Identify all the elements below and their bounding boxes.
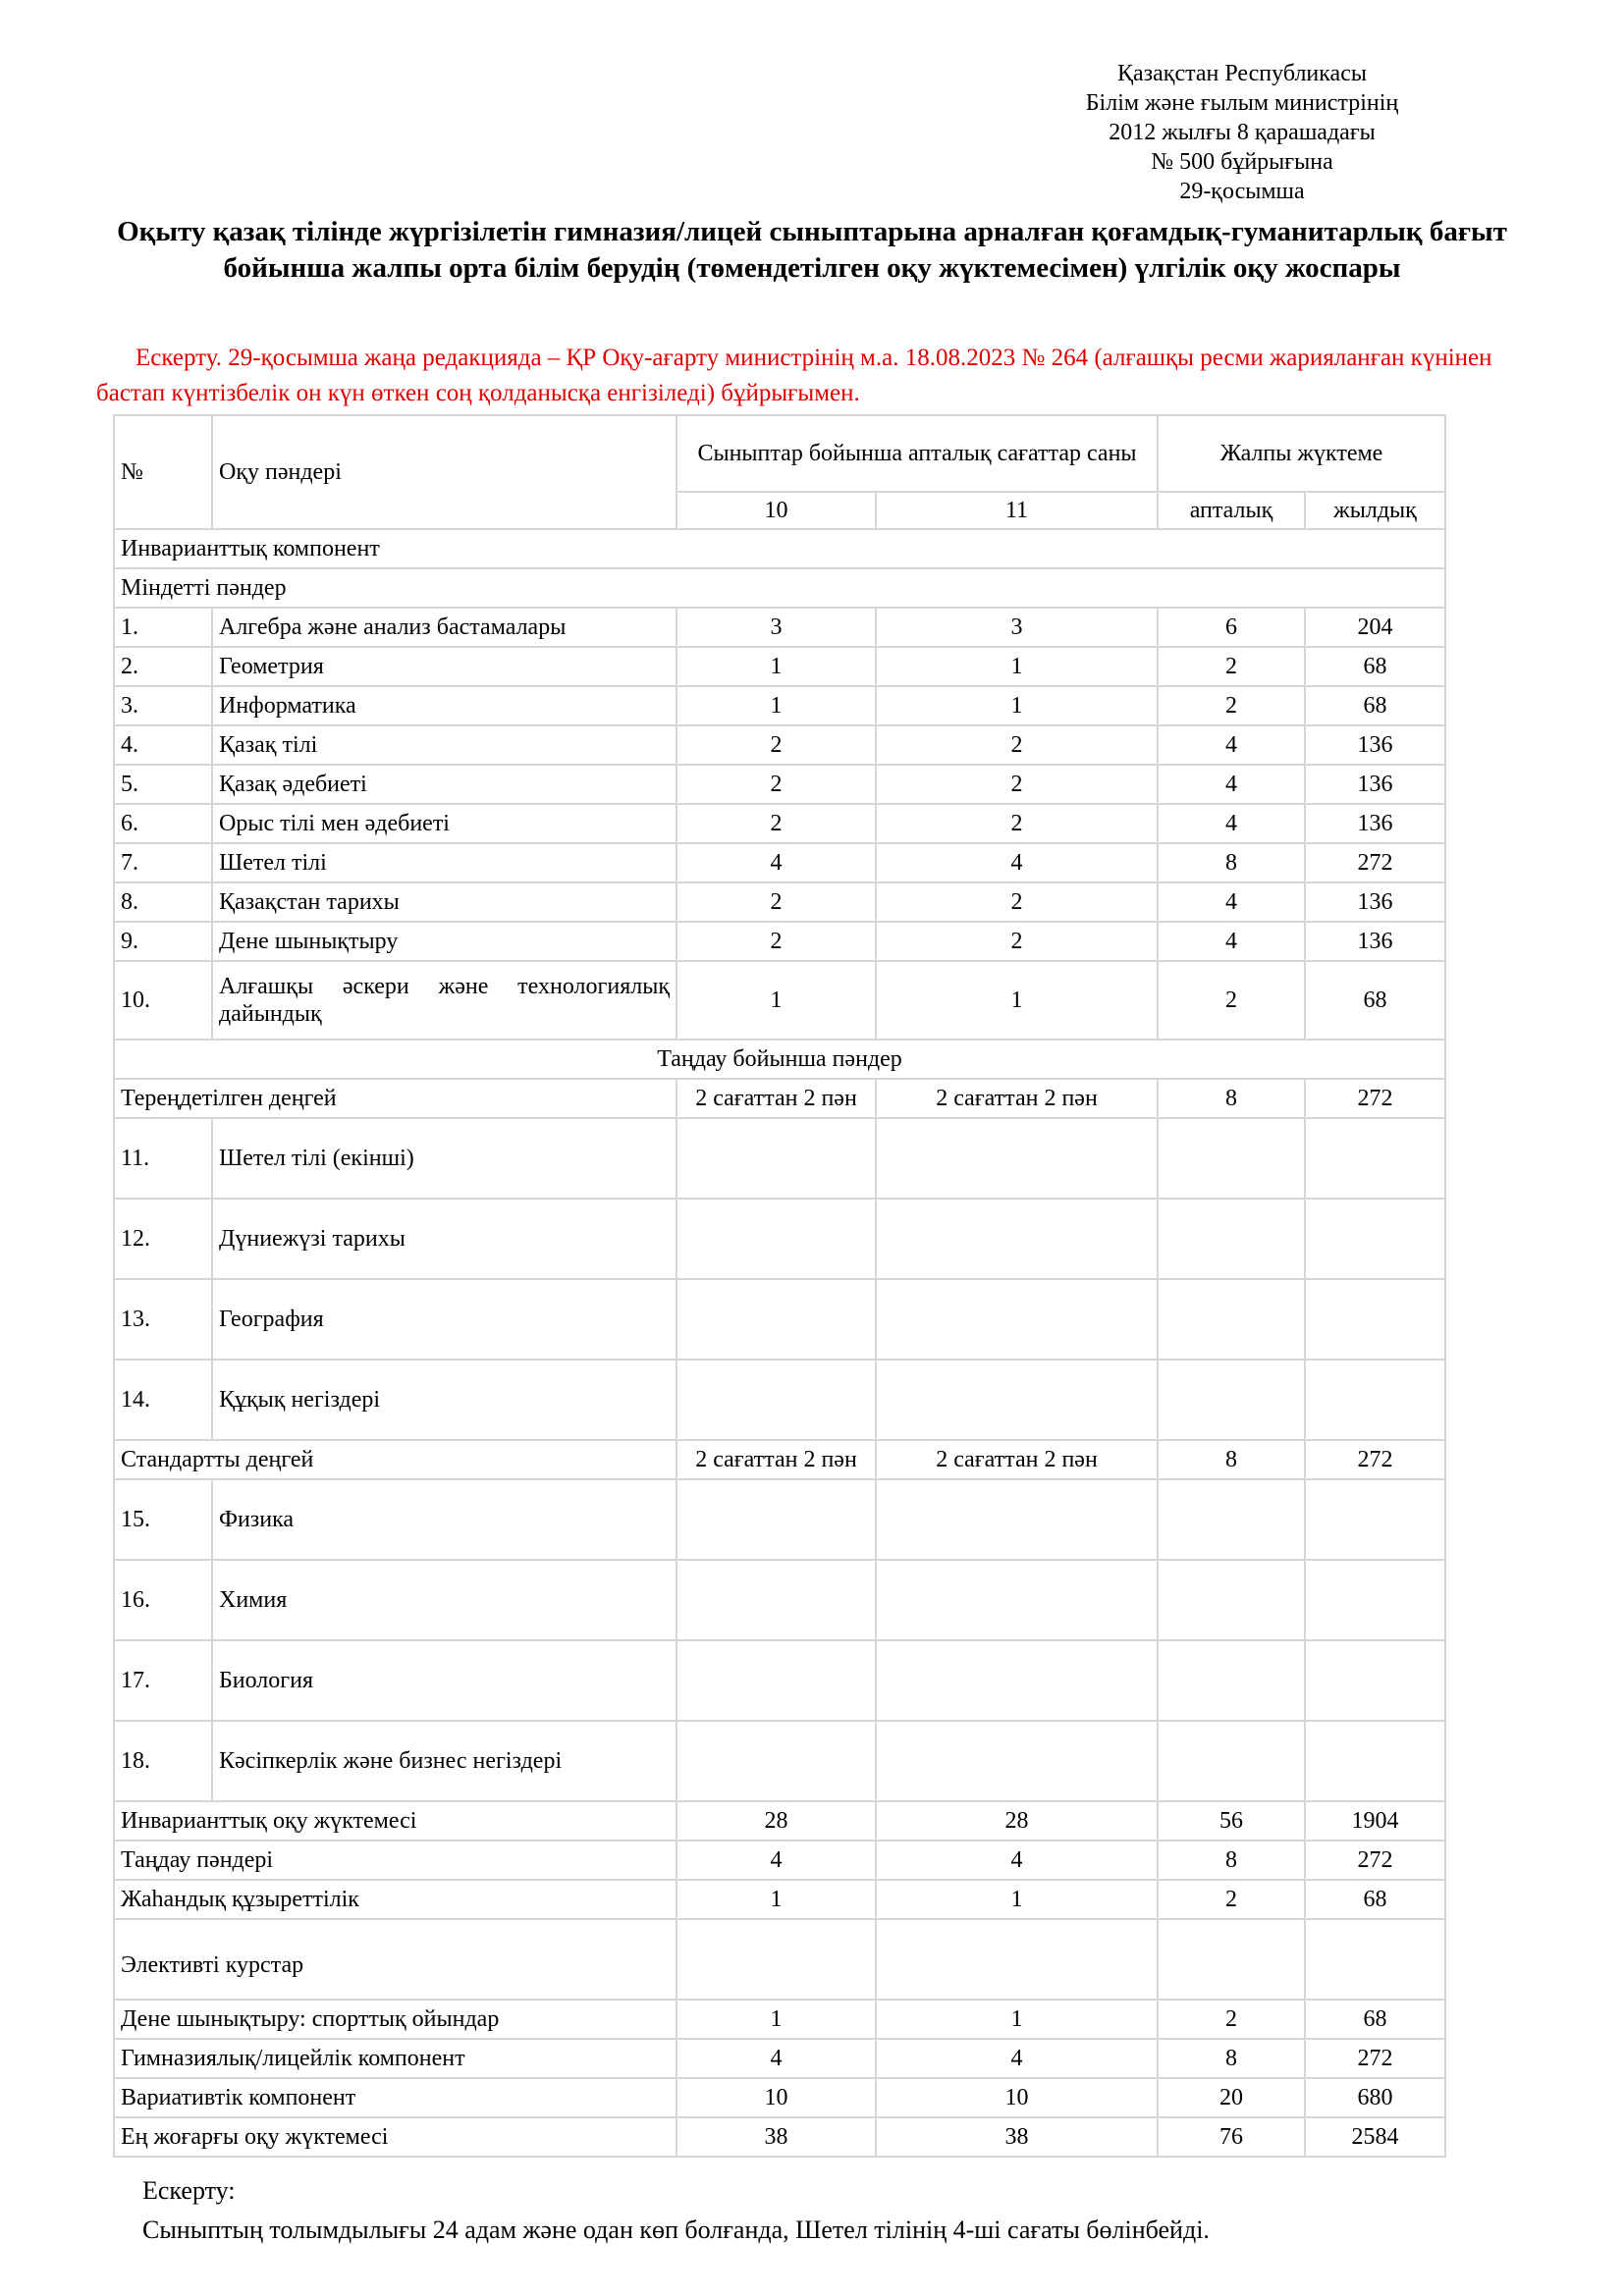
empty-cell xyxy=(876,1721,1158,1801)
grade-10-hours: 1 xyxy=(677,2000,876,2039)
summary-row xyxy=(114,2039,1445,2078)
section-row xyxy=(114,568,1445,608)
grade-11-hours: 1 xyxy=(876,647,1158,686)
grade-11-hours: 2 xyxy=(876,725,1158,765)
grade-10-hours: 4 xyxy=(677,1841,876,1880)
empty-cell xyxy=(1158,1721,1305,1801)
summary-row xyxy=(114,2000,1445,2039)
empty-cell xyxy=(1305,1279,1445,1360)
row-number: 4. xyxy=(114,725,212,765)
level-row xyxy=(114,1440,1445,1479)
subject-name: Қазақстан тарихы xyxy=(212,882,677,922)
yearly-load: 2584 xyxy=(1305,2117,1445,2157)
mandatory-subjects-label: Міндетті пәндер xyxy=(114,568,1445,608)
yearly-load: 272 xyxy=(1305,843,1445,882)
grade-10-hours xyxy=(677,1919,876,2000)
grade-10-hours: 2 xyxy=(677,765,876,804)
summary-row xyxy=(114,1801,1445,1841)
header-line: 2012 жылғы 8 қарашадағы xyxy=(1109,120,1376,145)
amendment-notice: Ескерту. 29-қосымша жаңа редакцияда – ҚР Оқу-ағарту министрінің м.а. 18.08.2023 № 264 (алғашқы ресми жарияланған күнінен бастап күнтізбелік он күн өткен соң қолданысқа енгізіледі) бұйрығымен. xyxy=(96,345,1492,406)
grade-11-hours: 28 xyxy=(876,1801,1158,1841)
row-number: 9. xyxy=(114,922,212,961)
subject-name: Алгебра және анализ бастамалары xyxy=(212,608,677,647)
footer-label: Ескерту: xyxy=(142,2176,236,2205)
empty-cell xyxy=(876,1479,1158,1560)
weekly-load: 4 xyxy=(1158,882,1305,922)
table-row xyxy=(114,608,1445,647)
weekly-load: 4 xyxy=(1158,804,1305,843)
grade-10-hours: 2 xyxy=(677,725,876,765)
weekly-load: 4 xyxy=(1158,765,1305,804)
subject-name: Дене шынықтыру xyxy=(212,922,677,961)
yearly-load: 68 xyxy=(1305,686,1445,725)
yearly-load: 680 xyxy=(1305,2078,1445,2117)
table-row xyxy=(114,843,1445,882)
empty-cell xyxy=(1305,1721,1445,1801)
yearly-load: 272 xyxy=(1305,2039,1445,2078)
row-number: 8. xyxy=(114,882,212,922)
document-title: Оқыту қазақ тілінде жүргізілетін гимназия/лицей сыныптарына арналған қоғамдық-гуманитарлық бағыт бойынша жалпы орта білім берудің (төмендетілген оқу жүктемесімен) үлгілік оқу жоспары xyxy=(117,216,1507,284)
summary-row xyxy=(114,1919,1445,2000)
subject-name: Құқық негіздері xyxy=(212,1360,677,1440)
empty-cell xyxy=(1305,1118,1445,1199)
weekly-load: 2 xyxy=(1158,2000,1305,2039)
header-line: Білім және ғылым министрінің xyxy=(1085,90,1399,116)
weekly-load: 8 xyxy=(1158,1440,1305,1479)
invariant-component-label: Инварианттық компонент xyxy=(114,529,1445,568)
table-row xyxy=(114,725,1445,765)
grade-11-hours: 10 xyxy=(876,2078,1158,2117)
col-header-weekly: апталық xyxy=(1158,492,1305,529)
empty-cell xyxy=(876,1279,1158,1360)
weekly-load: 2 xyxy=(1158,961,1305,1040)
weekly-load: 8 xyxy=(1158,1079,1305,1118)
grade-11-hours: 4 xyxy=(876,2039,1158,2078)
yearly-load: 136 xyxy=(1305,804,1445,843)
empty-cell xyxy=(1158,1199,1305,1279)
col-header-yearly: жылдық xyxy=(1305,492,1445,529)
elective-subjects-label: Таңдау бойынша пәндер xyxy=(114,1040,1445,1079)
grade-11-hours: 2 xyxy=(876,804,1158,843)
subject-name: Информатика xyxy=(212,686,677,725)
grade-10-hours: 1 xyxy=(677,961,876,1040)
yearly-load: 68 xyxy=(1305,961,1445,1040)
empty-cell xyxy=(1158,1279,1305,1360)
summary-row xyxy=(114,1841,1445,1880)
col-header-grade-11: 11 xyxy=(876,492,1158,529)
col-header-weekly-hours: Сыныптар бойынша апталық сағаттар саны xyxy=(677,415,1158,492)
table-row xyxy=(114,804,1445,843)
subject-name: Қазақ тілі xyxy=(212,725,677,765)
level-row xyxy=(114,1079,1445,1118)
summary-label: Элективті курстар xyxy=(114,1919,677,2000)
col-header-grade-10: 10 xyxy=(677,492,876,529)
grade-10-hours: 28 xyxy=(677,1801,876,1841)
weekly-load: 56 xyxy=(1158,1801,1305,1841)
summary-label: Жаһандық құзыреттілік xyxy=(114,1880,677,1919)
summary-label: Дене шынықтыру: спорттық ойындар xyxy=(114,2000,677,2039)
grade-11-hours: 2 xyxy=(876,882,1158,922)
empty-cell xyxy=(677,1118,876,1199)
row-number: 3. xyxy=(114,686,212,725)
grade-11-hours: 2 xyxy=(876,765,1158,804)
weekly-load: 20 xyxy=(1158,2078,1305,2117)
row-number: 18. xyxy=(114,1721,212,1801)
grade-11-hours: 1 xyxy=(876,686,1158,725)
table-row xyxy=(114,686,1445,725)
grade-11-hours: 3 xyxy=(876,608,1158,647)
grade-10-hours: 2 сағаттан 2 пән xyxy=(677,1440,876,1479)
empty-cell xyxy=(677,1279,876,1360)
header-line: Қазақстан Республикасы xyxy=(1116,61,1367,86)
empty-cell xyxy=(876,1560,1158,1640)
yearly-load: 136 xyxy=(1305,922,1445,961)
standard-level-label: Стандартты деңгей xyxy=(114,1440,677,1479)
subject-name: Орыс тілі мен әдебиеті xyxy=(212,804,677,843)
summary-label: Вариативтік компонент xyxy=(114,2078,677,2117)
section-row xyxy=(114,529,1445,568)
yearly-load: 68 xyxy=(1305,647,1445,686)
weekly-load: 2 xyxy=(1158,1880,1305,1919)
summary-label: Таңдау пәндері xyxy=(114,1841,677,1880)
weekly-load: 4 xyxy=(1158,922,1305,961)
row-number: 13. xyxy=(114,1279,212,1360)
advanced-level-label: Тереңдетілген деңгей xyxy=(114,1079,677,1118)
grade-11-hours: 38 xyxy=(876,2117,1158,2157)
summary-label: Инварианттық оқу жүктемесі xyxy=(114,1801,677,1841)
grade-10-hours: 4 xyxy=(677,2039,876,2078)
grade-10-hours: 4 xyxy=(677,843,876,882)
table-row xyxy=(114,1479,1445,1560)
subject-name: Геометрия xyxy=(212,647,677,686)
weekly-load: 4 xyxy=(1158,725,1305,765)
grade-10-hours: 2 xyxy=(677,804,876,843)
row-number: 10. xyxy=(114,961,212,1040)
weekly-load: 8 xyxy=(1158,1841,1305,1880)
summary-label: Ең жоғарғы оқу жүктемесі xyxy=(114,2117,677,2157)
weekly-load: 6 xyxy=(1158,608,1305,647)
table-row xyxy=(114,1279,1445,1360)
summary-row xyxy=(114,2078,1445,2117)
col-header-total-load: Жалпы жүктеме xyxy=(1158,415,1445,492)
empty-cell xyxy=(677,1640,876,1721)
empty-cell xyxy=(1305,1479,1445,1560)
grade-11-hours: 1 xyxy=(876,1880,1158,1919)
subject-name: Дүниежүзі тарихы xyxy=(212,1199,677,1279)
empty-cell xyxy=(677,1479,876,1560)
subject-name: География xyxy=(212,1279,677,1360)
grade-10-hours: 1 xyxy=(677,686,876,725)
empty-cell xyxy=(677,1560,876,1640)
table-row xyxy=(114,961,1445,1040)
grade-11-hours xyxy=(876,1919,1158,2000)
row-number: 6. xyxy=(114,804,212,843)
row-number: 14. xyxy=(114,1360,212,1440)
yearly-load: 68 xyxy=(1305,2000,1445,2039)
row-number: 1. xyxy=(114,608,212,647)
row-number: 2. xyxy=(114,647,212,686)
subject-name: Химия xyxy=(212,1560,677,1640)
table-row xyxy=(114,1640,1445,1721)
order-reference xyxy=(1021,59,1463,206)
subject-name: Алғашқы әскери және технологиялық дайындық xyxy=(212,961,677,1040)
col-header-num: № xyxy=(114,415,212,529)
empty-cell xyxy=(1158,1360,1305,1440)
table-row xyxy=(114,1199,1445,1279)
header-line: № 500 бұйрығына xyxy=(1151,149,1333,175)
empty-cell xyxy=(677,1721,876,1801)
table-row xyxy=(114,647,1445,686)
weekly-load xyxy=(1158,1919,1305,2000)
empty-cell xyxy=(677,1199,876,1279)
yearly-load: 272 xyxy=(1305,1841,1445,1880)
header-row xyxy=(114,415,1445,492)
row-number: 17. xyxy=(114,1640,212,1721)
grade-10-hours: 1 xyxy=(677,1880,876,1919)
empty-cell xyxy=(876,1118,1158,1199)
yearly-load: 272 xyxy=(1305,1079,1445,1118)
col-header-subjects: Оқу пәндері xyxy=(212,415,677,529)
yearly-load: 204 xyxy=(1305,608,1445,647)
header-line: 29-қосымша xyxy=(1179,179,1305,204)
weekly-load: 8 xyxy=(1158,843,1305,882)
yearly-load: 136 xyxy=(1305,725,1445,765)
empty-cell xyxy=(1158,1118,1305,1199)
weekly-load: 8 xyxy=(1158,2039,1305,2078)
empty-cell xyxy=(876,1640,1158,1721)
summary-row xyxy=(114,2117,1445,2157)
empty-cell xyxy=(1305,1640,1445,1721)
yearly-load: 68 xyxy=(1305,1880,1445,1919)
summary-row xyxy=(114,1880,1445,1919)
yearly-load xyxy=(1305,1919,1445,2000)
grade-10-hours: 2 сағаттан 2 пән xyxy=(677,1079,876,1118)
empty-cell xyxy=(876,1199,1158,1279)
grade-10-hours: 2 xyxy=(677,922,876,961)
table-row xyxy=(114,1118,1445,1199)
empty-cell xyxy=(1305,1360,1445,1440)
empty-cell xyxy=(1158,1479,1305,1560)
table-row xyxy=(114,922,1445,961)
grade-11-hours: 2 сағаттан 2 пән xyxy=(876,1079,1158,1118)
grade-10-hours: 10 xyxy=(677,2078,876,2117)
row-number: 15. xyxy=(114,1479,212,1560)
curriculum-table xyxy=(113,414,1446,2158)
footer-text: Сыныптың толымдылығы 24 адам және одан көп болғанда, Шетел тілінің 4-ші сағаты бөлінбейді. xyxy=(142,2216,1210,2244)
subject-name: Қазақ әдебиеті xyxy=(212,765,677,804)
table-row xyxy=(114,1560,1445,1640)
empty-cell xyxy=(1158,1560,1305,1640)
subject-name: Биология xyxy=(212,1640,677,1721)
empty-cell xyxy=(677,1360,876,1440)
section-row xyxy=(114,1040,1445,1079)
yearly-load: 136 xyxy=(1305,765,1445,804)
row-number: 7. xyxy=(114,843,212,882)
weekly-load: 76 xyxy=(1158,2117,1305,2157)
empty-cell xyxy=(1305,1560,1445,1640)
yearly-load: 136 xyxy=(1305,882,1445,922)
subject-name: Шетел тілі (екінші) xyxy=(212,1118,677,1199)
table-row xyxy=(114,882,1445,922)
grade-11-hours: 2 сағаттан 2 пән xyxy=(876,1440,1158,1479)
table-row xyxy=(114,765,1445,804)
footer-note xyxy=(142,2171,1517,2250)
grade-11-hours: 4 xyxy=(876,1841,1158,1880)
grade-11-hours: 1 xyxy=(876,2000,1158,2039)
row-number: 11. xyxy=(114,1118,212,1199)
empty-cell xyxy=(1305,1199,1445,1279)
subject-name: Физика xyxy=(212,1479,677,1560)
subject-name: Шетел тілі xyxy=(212,843,677,882)
table-row xyxy=(114,1360,1445,1440)
grade-10-hours: 1 xyxy=(677,647,876,686)
summary-label: Гимназиялық/лицейлік компонент xyxy=(114,2039,677,2078)
grade-10-hours: 38 xyxy=(677,2117,876,2157)
row-number: 16. xyxy=(114,1560,212,1640)
yearly-load: 1904 xyxy=(1305,1801,1445,1841)
grade-10-hours: 2 xyxy=(677,882,876,922)
table-row xyxy=(114,1721,1445,1801)
empty-cell xyxy=(1158,1640,1305,1721)
row-number: 5. xyxy=(114,765,212,804)
grade-11-hours: 2 xyxy=(876,922,1158,961)
yearly-load: 272 xyxy=(1305,1440,1445,1479)
grade-11-hours: 1 xyxy=(876,961,1158,1040)
subject-name: Кәсіпкерлік және бизнес негіздері xyxy=(212,1721,677,1801)
weekly-load: 2 xyxy=(1158,647,1305,686)
row-number: 12. xyxy=(114,1199,212,1279)
grade-11-hours: 4 xyxy=(876,843,1158,882)
grade-10-hours: 3 xyxy=(677,608,876,647)
empty-cell xyxy=(876,1360,1158,1440)
weekly-load: 2 xyxy=(1158,686,1305,725)
